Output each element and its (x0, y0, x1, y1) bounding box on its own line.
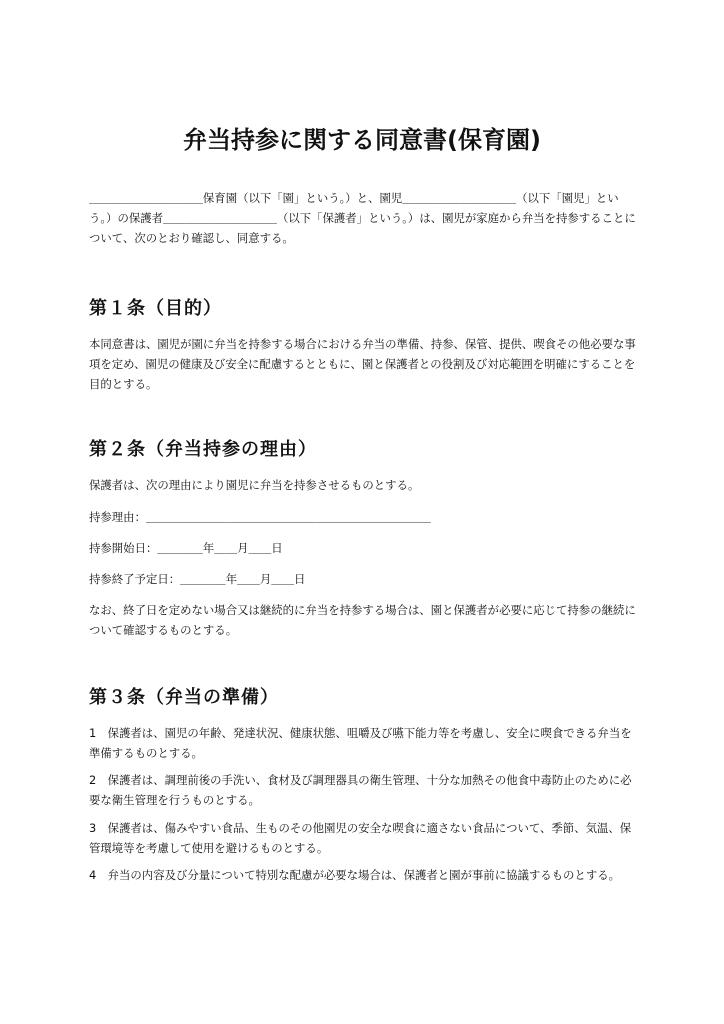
article-1-paragraph: 本同意書は、園児が園に弁当を持参する場合における弁当の準備、持参、保管、提供、喫食その他必要な事項を定め、園児の健康及び安全に配慮するとともに、園と保護者との役割及び対応範囲を明確にすることを目的とする。 (89, 337, 636, 391)
article-3-item-2: 2 保護者は、調理前後の手洗い、食材及び調理器具の衛生管理、十分な加熱その他食中毒防止のために必要な衛生管理を行うものとする。 (89, 773, 632, 807)
article-3-item-3: 3 保護者は、傷みやすい食品、生ものその他園児の安全な喫食に適さない食品について、季節、気温、保管環境等を考慮して使用を避けるものとする。 (89, 821, 632, 855)
article-2-heading: 第２条（弁当持参の理由） (89, 439, 317, 460)
start-date-field: 持参開始日：＿＿＿＿年＿＿月＿＿日 (89, 541, 283, 555)
article-2-note: なお、終了日を定めない場合又は継続的に弁当を持参する場合は、園と保護者が必要に応じて持参の継続について確認するものとする。 (89, 603, 636, 637)
article-2-paragraph: 保護者は、次の理由により園児に弁当を持参させるものとする。 (89, 478, 420, 492)
article-3-heading: 第３条（弁当の準備） (89, 687, 279, 708)
intro-paragraph: ＿＿＿＿＿＿＿＿＿＿保育園（以下「園」という。）と、園児＿＿＿＿＿＿＿＿＿＿（以下「園児」という。）の保護者＿＿＿＿＿＿＿＿＿＿（以下「保護者」という。）は、園児が家庭から弁当を持参することについて、次のとおり確認し、同意する。 (89, 191, 636, 245)
article-3-item-1: 1 保護者は、園児の年齢、発達状況、健康状態、咀嚼及び嚥下能力等を考慮し、安全に喫食できる弁当を準備するものとする。 (89, 726, 632, 760)
reason-field: 持参理由：＿＿＿＿＿＿＿＿＿＿＿＿＿＿＿＿＿＿＿＿＿＿＿＿＿ (89, 510, 431, 524)
article-3-item-4: 4 弁当の内容及び分量について特別な配慮が必要な場合は、保護者と園が事前に協議するものとする。 (89, 868, 620, 882)
article-1-heading: 第１条（目的） (89, 298, 222, 319)
end-date-field: 持参終了予定日：＿＿＿＿年＿＿月＿＿日 (89, 572, 306, 586)
document-title: 弁当持参に関する同意書(保育園) (183, 126, 541, 154)
